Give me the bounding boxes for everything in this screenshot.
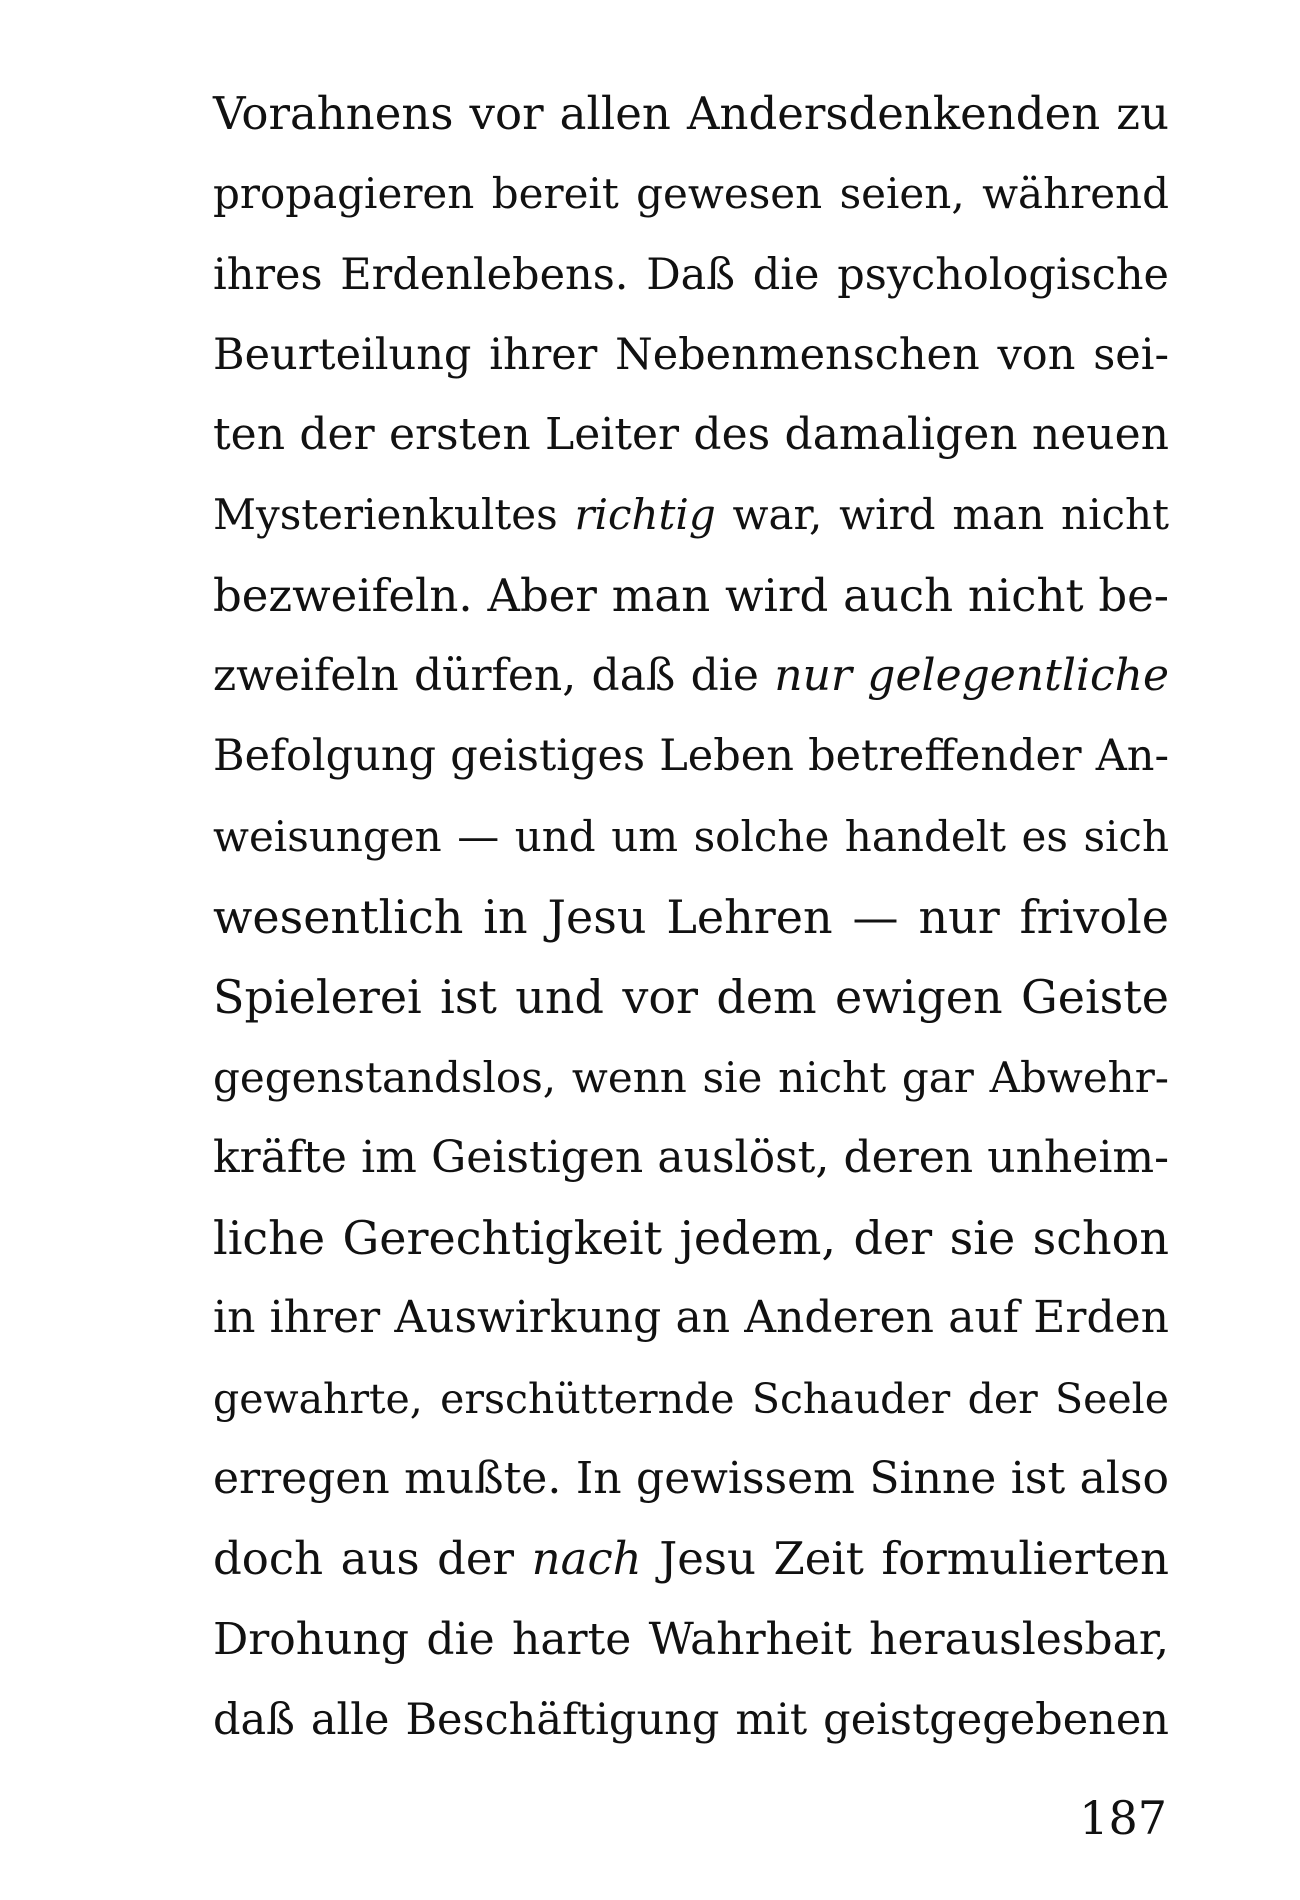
text-line: erregen mußte. In gewissem Sinne ist also [213,1453,1169,1505]
text-line: in ihrer Auswirkung an Anderen auf Erden [213,1292,1169,1344]
text-line: gewahrte, erschütternde Schauder der Seele [213,1374,1169,1423]
text-line: Mysterienkultes richtig war, wird man nicht [213,490,1169,540]
text-line: zweifeln dürfen, daß die nur gelegentliche [213,650,1169,702]
text-line: liche Gerechtigkeit jedem, der sie schon [213,1211,1169,1266]
text-line: gegenstandslos, wenn sie nicht gar Abwehr- [213,1052,1169,1102]
italic-emphasis: nur gelegentliche [774,650,1169,702]
text-line: kräfte im Geistigen auslöst, deren unheim- [213,1131,1169,1183]
italic-emphasis: nach [531,1532,642,1586]
page-number: 187 [1079,1791,1167,1845]
text-line: propagieren bereit gewesen seien, während [213,169,1169,219]
text-line: ten der ersten Leiter des damaligen neuen [213,409,1169,461]
text-line: Befolgung geistiges Leben betreffender An- [213,731,1169,782]
text-line: Drohung die harte Wahrheit herauslesbar, [213,1613,1169,1665]
text-line: Beurteilung ihrer Nebenmenschen von sei- [213,329,1169,380]
text-line: wesentlich in Jesu Lehren — nur frivole [213,889,1169,944]
body-text [213,74,1169,1760]
text-line: Vorahnens vor allen Andersdenkenden zu [213,87,1169,140]
text-line: daß alle Beschäftigung mit geistgegebenen [213,1694,1169,1745]
italic-emphasis: richtig [574,490,716,540]
text-line: doch aus der nach Jesu Zeit formulierten [213,1532,1169,1586]
text-line: weisungen — und um solche handelt es sich [213,811,1169,861]
text-line: bezweifeln. Aber man wird auch nicht be- [213,568,1169,622]
text-line: ihres Erdenlebens. Daß die psychologische [213,249,1169,300]
text-line: Spielerei ist und vor dem ewigen Geiste [213,970,1169,1025]
